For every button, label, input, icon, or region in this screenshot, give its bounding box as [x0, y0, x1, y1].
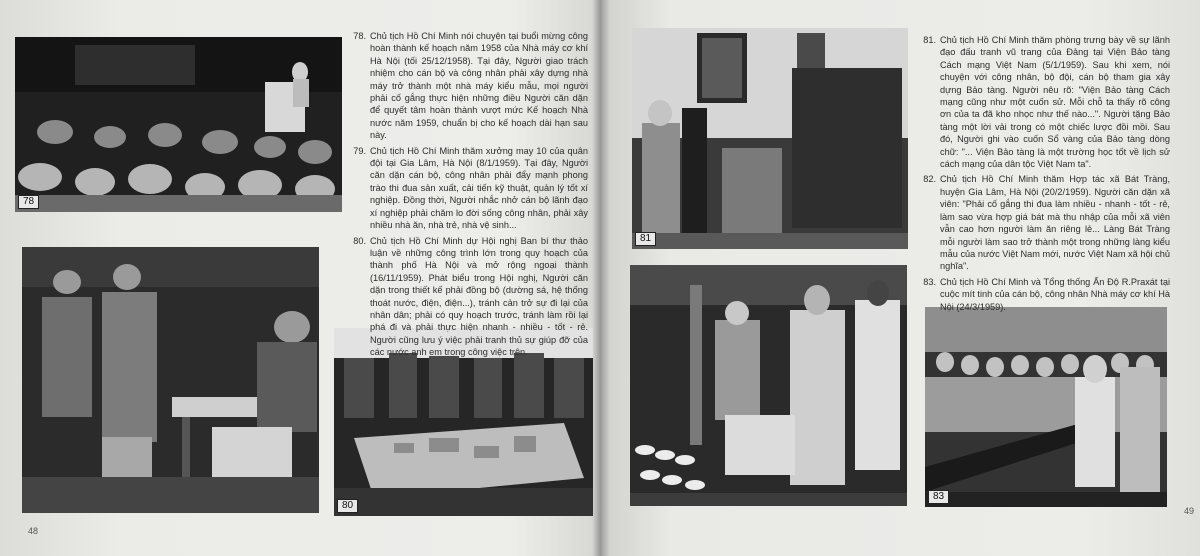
photo-83	[925, 307, 1167, 507]
photo-number: 81	[635, 232, 656, 246]
book-gutter	[592, 0, 610, 556]
caption-number: 82.	[923, 174, 936, 185]
right-captions	[914, 34, 1170, 316]
caption-number: 83.	[923, 276, 936, 287]
caption-text: Chủ tịch Hồ Chí Minh thăm phòng trưng bày về sự lãnh đạo đấu tranh vũ trang của Đảng tại Viện Bảo tàng Cách mạng Việt Nam (5/1/1959). Sau khi xem, nói chuyện với công nhân, bộ đội, cán bộ tham gia xây dựng Bảo tàng. Người nêu rõ: "Viện Bảo tàng Cách mạng cũng như một cuốn sử. Mỗi chỗ ta thấy rõ công ơn của ta đã kho nhọc như thế nào...". Người tặng Bảo tàng một lời vải trong có một chiếc lược đồi mồi. Sau đó, Người ghi vào cuốn Sổ vàng của Bảo tàng dòng chữ: "... Viện Bảo tàng là một trường học tốt về lịch sử cách mạng của dân tộc Việt Nam ta".	[940, 35, 1170, 170]
caption-79	[344, 145, 588, 232]
caption-number: 79.	[353, 145, 366, 156]
photo-79	[22, 247, 319, 513]
caption-text: Chủ tịch Hồ Chí Minh dự Hội nghị Ban bí thư thảo luận về những công trình lớn trong quy hoạch của thành phố Hà Nội và mở rộng ngoại thành (16/11/1959). Phát biểu trong Hội nghị, Người căn dặn trong thiết kế phải đồng bộ (dường sá, hệ thống thoát nước, điện, điện...), tránh cản trở sự đi lại của nhân dân; phải có quy hoạch trước, tránh làm rồi lại phá đi và phải thực hiện nhanh - nhiều - tốt - rẻ. Người cũng lưu ý việc phải tranh thủ sự giúp đỡ của các nước anh em trong công việc trên.	[370, 235, 588, 358]
page-number-right: 49	[1184, 506, 1195, 516]
caption-81	[914, 34, 1170, 170]
caption-text: Chủ tịch Hồ Chí Minh và Tổng thống Ấn Độ R.Praxát tại cuộc mít tinh của cán bộ, công nhân Nhà máy cơ khí Hà Nội (24/3/1959).	[940, 276, 1170, 312]
page-number-left: 48	[28, 526, 39, 536]
caption-80	[344, 235, 588, 359]
caption-78	[344, 30, 588, 142]
photo-82-image	[630, 265, 907, 506]
left-captions	[344, 30, 588, 362]
caption-text: Chủ tịch Hồ Chí Minh thăm xưởng may 10 của quân đội tại Gia Lâm, Hà Nội (8/1/1959). Tại đây, Người căn dặn cán bộ, công nhân phải đẩy mạnh phong trào thi đua sản xuất, cải tiến kỹ thuật, quản lý tốt xí nghiệp. Đồng thời, Người nhắc nhở cán bộ lãnh đạo xí nghiệp phải chăm lo đời sống công nhân, phải xây nhiều nhà ăn, nhà trẻ, nhà vệ sinh...	[370, 145, 588, 231]
caption-number: 81.	[923, 35, 936, 45]
photo-79-image	[22, 247, 319, 513]
photo-number: 78	[18, 195, 39, 209]
photo-81	[632, 28, 908, 249]
photo-81-image	[632, 28, 908, 249]
photo-78-image	[15, 37, 342, 212]
caption-83	[914, 276, 1170, 313]
caption-82	[914, 173, 1170, 272]
caption-text: Chủ tịch Hồ Chí Minh nói chuyện tại buổi mừng công hoàn thành kế hoạch năm 1958 của Nhà máy cơ khí Hà Nội (tối 25/12/1958). Tại đây, Người giao trách nhiệm cho cán bộ và công nhân phải xây dựng nhà máy trở thành một nhà máy kiểu mẫu, mọi người phải cố gắng thực hiện những điều Người căn dặn để quyết tâm hoàn thành vượt mức Kế hoạch Nhà nước năm 1959, chuẩn bị cho kế hoạch dài hạn sau này.	[370, 31, 588, 141]
photo-83-image	[925, 307, 1167, 507]
photo-number: 83	[928, 490, 949, 504]
caption-number: 78.	[353, 31, 366, 41]
right-page	[600, 0, 1200, 556]
caption-number: 80.	[353, 235, 366, 246]
photo-78	[15, 37, 342, 212]
photo-number: 80	[337, 499, 358, 513]
caption-text: Chủ tịch Hồ Chí Minh thăm Hợp tác xã Bát Tràng, huyện Gia Lâm, Hà Nội (20/2/1959). Người căn dặn xã viên: "Phải cố gắng thi đua làm nhiều - nhanh - tốt - rẻ, làm sao vừa hợp giá bát mà thu nhập của mỗi xã viên vẫn cao hơn người làm ăn riêng lẻ... Làng Bát Tràng mỗi người làm sao trở thành một trong những làng kiểu mẫu của nước Việt Nam mới, nước Việt Nam xã hội chủ nghĩa".	[940, 174, 1170, 272]
photo-82	[630, 265, 907, 506]
